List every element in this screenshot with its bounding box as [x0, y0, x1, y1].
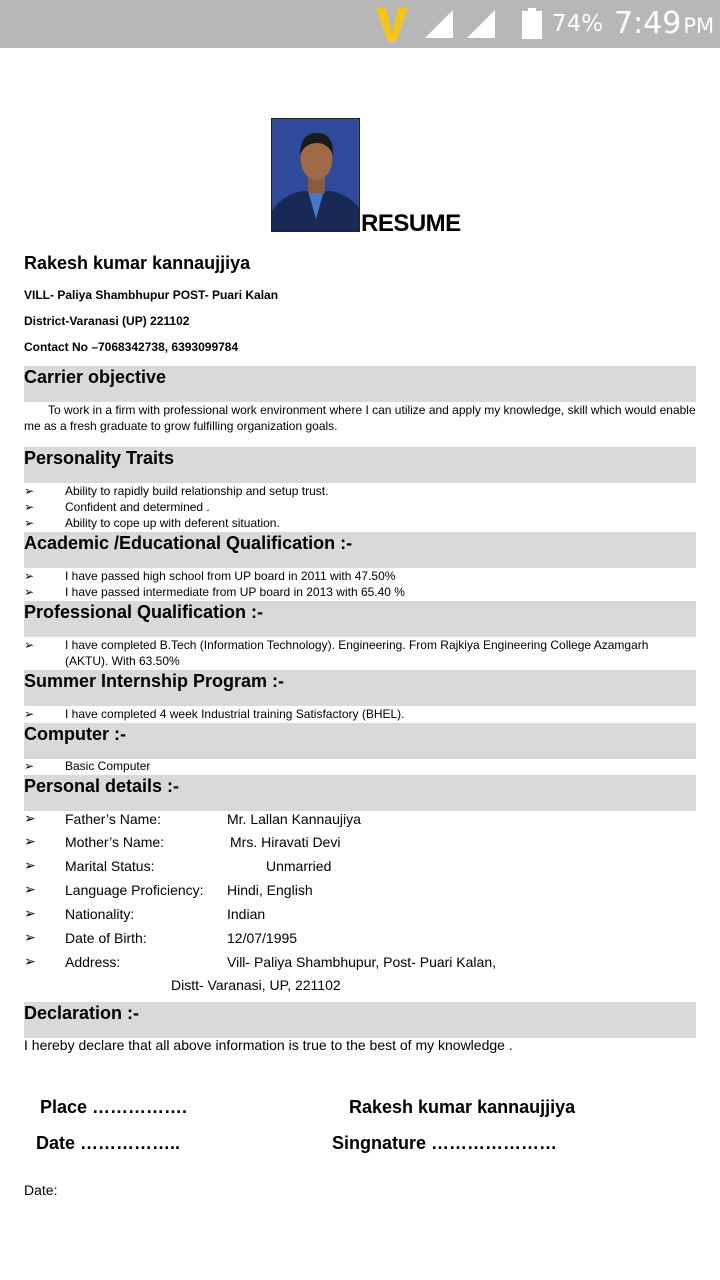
objective-text: To work in a firm with professional work environment where I can utilize and apply my knowledge, skill which would enable me as a fresh graduate to grow fulfilling organization goals.: [24, 403, 696, 433]
status-bar: [0, 0, 720, 48]
bullet-arrow-icon: ➢: [24, 930, 36, 946]
bullet-arrow-icon: ➢: [24, 484, 35, 498]
address-line-2: District-Varanasi (UP) 221102: [24, 314, 190, 328]
signature-field: Singnature …………………: [332, 1133, 558, 1153]
detail-value: Hindi, English: [227, 882, 313, 898]
bullet-arrow-icon: ➢: [24, 759, 35, 773]
detail-value: 12/07/1995: [227, 930, 298, 946]
section-heading-declaration: Declaration :-: [24, 1002, 696, 1038]
signal-icon: [424, 9, 454, 39]
list-item-text: I have passed intermediate from UP board in 2013 with 65.40 %: [65, 585, 405, 599]
candidate-name: Rakesh kumar kannaujjiya: [24, 253, 251, 273]
section-heading-internship: Summer Internship Program :-: [24, 670, 696, 706]
carrier-v-icon: [374, 4, 410, 44]
bullet-arrow-icon: ➢: [24, 858, 36, 874]
bullet-arrow-icon: ➢: [24, 954, 36, 970]
detail-label: Date of Birth:: [65, 930, 147, 946]
section-heading-objective: Carrier objective: [24, 366, 696, 402]
clock: [614, 6, 714, 41]
section-heading-computer: Computer :-: [24, 723, 696, 759]
resume-document[interactable]: [0, 48, 720, 1280]
detail-label: Father’s Name:: [65, 811, 161, 827]
section-heading-personal: Personal details :-: [24, 775, 696, 811]
bullet-arrow-icon: ➢: [24, 500, 35, 514]
clock-ampm: PM: [683, 14, 715, 38]
detail-label: Marital Status:: [65, 858, 155, 874]
list-item-text: I have completed B.Tech (Information Technology). Engineering. From Rajkiya Engineering College Azamgarh (AKTU). With 63.50%: [65, 638, 649, 668]
bullet-arrow-icon: ➢: [24, 834, 36, 850]
detail-value: Mrs. Hiravati Devi: [230, 834, 341, 850]
signal-icon: [466, 9, 496, 39]
list-item-text: Ability to rapidly build relationship and setup trust.: [65, 484, 329, 498]
list-item-text: Confident and determined .: [65, 500, 210, 514]
address-line-1: VILL- Paliya Shambhupur POST- Puari Kalan: [24, 288, 279, 302]
resume-title: RESUME: [361, 210, 461, 237]
footer-date: Date:: [24, 1182, 58, 1198]
list-item-text: Basic Computer: [65, 759, 151, 773]
bullet-arrow-icon: ➢: [24, 516, 35, 530]
detail-value: Vill- Paliya Shambhupur, Post- Puari Kalan,: [227, 954, 496, 970]
list-item-text: Ability to cope up with deferent situation.: [65, 516, 280, 530]
place-field: Place …………….: [40, 1097, 188, 1117]
contact-number: Contact No –7068342738, 6393099784: [24, 340, 239, 354]
list-item-text: I have passed high school from UP board in 2011 with 47.50%: [65, 569, 396, 583]
battery-icon: [521, 8, 543, 40]
detail-value: Mr. Lallan Kannaujiya: [227, 811, 361, 827]
bullet-arrow-icon: ➢: [24, 569, 35, 583]
battery-percent: 74%: [552, 11, 604, 37]
detail-value: Unmarried: [266, 858, 332, 874]
detail-label: Mother’s Name:: [65, 834, 165, 850]
date-field: Date ……………..: [36, 1133, 181, 1153]
section-heading-traits: Personality Traits: [24, 447, 696, 483]
detail-label: Address:: [65, 954, 121, 970]
section-heading-professional: Professional Qualification :-: [24, 601, 696, 637]
bullet-arrow-icon: ➢: [24, 638, 35, 652]
detail-label: Nationality:: [65, 906, 135, 922]
bullet-arrow-icon: ➢: [24, 707, 35, 721]
bullet-arrow-icon: ➢: [24, 585, 35, 599]
profile-photo: [271, 118, 360, 232]
detail-value: Distt- Varanasi, UP, 221102: [171, 977, 341, 993]
section-heading-academic: Academic /Educational Qualification :-: [24, 532, 696, 568]
bullet-arrow-icon: ➢: [24, 906, 36, 922]
bullet-arrow-icon: ➢: [24, 882, 36, 898]
detail-label: Language Proficiency:: [65, 882, 204, 898]
detail-value: Indian: [227, 906, 266, 922]
bullet-arrow-icon: ➢: [24, 811, 36, 827]
declaration-text: I hereby declare that all above information is true to the best of my knowledge .: [24, 1037, 513, 1053]
person-portrait-icon: [272, 119, 360, 232]
clock-time: 7:49: [614, 6, 682, 41]
list-item-text: I have completed 4 week Industrial training Satisfactory (BHEL).: [65, 707, 405, 721]
signatory-name: Rakesh kumar kannaujjiya: [349, 1097, 576, 1117]
